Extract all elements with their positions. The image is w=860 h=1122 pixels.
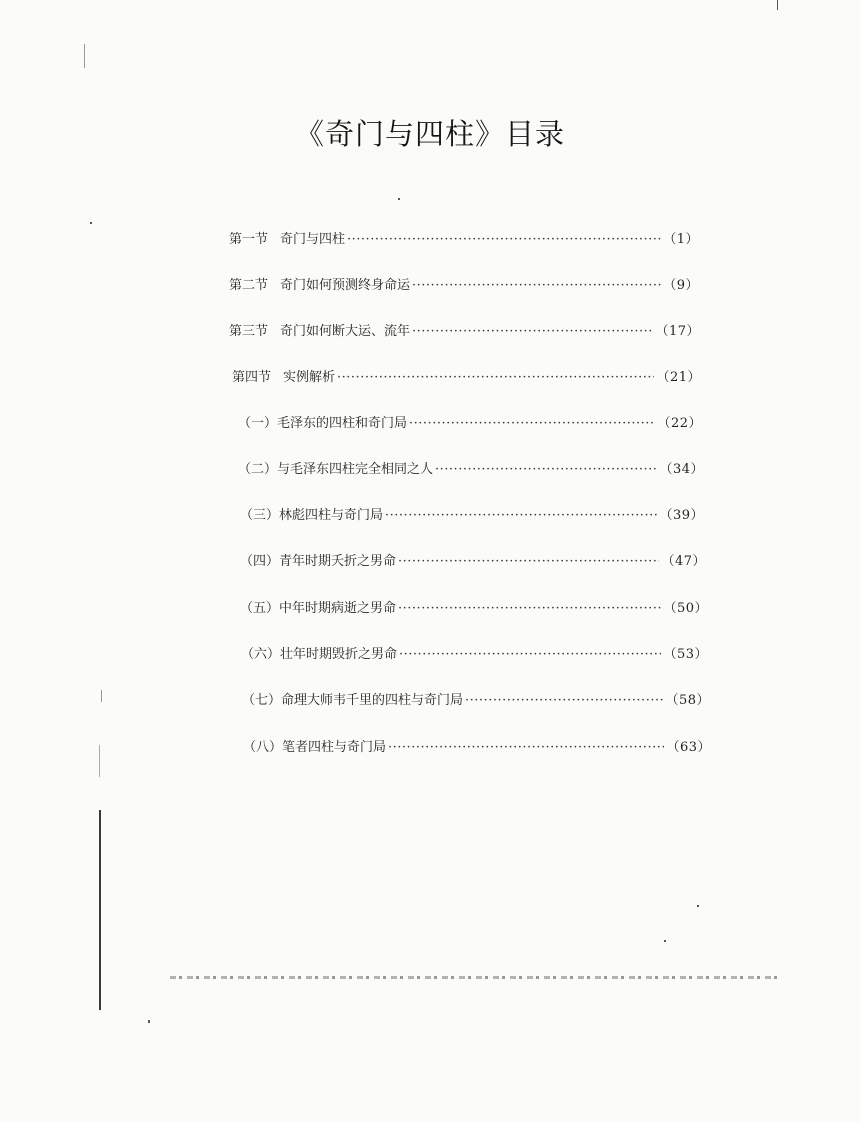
toc-entry-title: 奇门与四柱 xyxy=(280,232,346,247)
toc-entry-page: （39） xyxy=(659,508,704,523)
toc-entry-number: （四） xyxy=(240,554,280,569)
toc-entry-number: （一） xyxy=(238,416,278,431)
toc-leader-dots xyxy=(347,232,661,247)
toc-leader-dots xyxy=(398,601,661,616)
scan-mark xyxy=(101,690,102,702)
toc-subentry xyxy=(240,550,706,570)
toc-entry-page: （1） xyxy=(663,232,699,247)
toc-entry-number: （二） xyxy=(238,462,278,477)
scan-edge-line xyxy=(99,810,101,1010)
toc-entry-title: 壮年时期毁折之男命 xyxy=(280,647,398,662)
toc-entry-page: （50） xyxy=(663,601,708,616)
scan-mark xyxy=(777,0,778,10)
toc-entry-page: （58） xyxy=(665,693,710,708)
scan-mark xyxy=(99,745,100,777)
toc-subentry xyxy=(242,689,710,709)
toc-entry xyxy=(229,274,699,294)
toc-entry-title: 笔者四柱与奇门局 xyxy=(282,740,387,755)
toc-entry-number: 第一节 xyxy=(229,232,269,247)
toc-entry-title: 毛泽东的四柱和奇门局 xyxy=(277,416,408,431)
toc-entry-number: （八） xyxy=(243,740,283,755)
toc-entry xyxy=(229,228,699,248)
toc-entry-title: 奇门如何预测终身命运 xyxy=(280,278,411,293)
toc-entry-title: 中年时期病逝之男命 xyxy=(279,601,397,616)
scan-noise-line xyxy=(170,976,778,979)
toc-leader-dots xyxy=(385,508,657,523)
toc-entry-number: （七） xyxy=(242,693,282,708)
toc-entry-page: （47） xyxy=(661,554,706,569)
toc-leader-dots xyxy=(337,370,654,385)
toc-leader-dots xyxy=(412,278,661,293)
toc-entry-page: （63） xyxy=(666,740,711,755)
toc-entry-title: 青年时期夭折之男命 xyxy=(279,554,397,569)
toc-subentry xyxy=(238,458,704,478)
toc-leader-dots xyxy=(412,324,653,339)
toc-subentry xyxy=(241,643,708,663)
toc-entry-title: 实例解析 xyxy=(283,370,336,385)
toc-subentry xyxy=(243,736,711,756)
toc-entry-page: （17） xyxy=(655,324,700,339)
toc-entry xyxy=(229,320,700,340)
toc-entry-page: （22） xyxy=(657,416,702,431)
toc-subentry xyxy=(240,597,708,617)
toc-leader-dots xyxy=(399,647,661,662)
scan-mark xyxy=(90,222,92,224)
toc-entry-page: （9） xyxy=(663,278,699,293)
toc-entry-title: 与毛泽东四柱完全相同之人 xyxy=(277,462,434,477)
toc-leader-dots xyxy=(398,554,659,569)
toc-subentry xyxy=(240,504,704,524)
toc-entry-title: 林彪四柱与奇门局 xyxy=(279,508,384,523)
toc-leader-dots xyxy=(435,462,657,477)
toc-entry xyxy=(232,366,701,386)
toc-subentry xyxy=(238,412,702,432)
toc-entry-number: （三） xyxy=(240,508,280,523)
toc-entry-page: （34） xyxy=(659,462,704,477)
toc-entry-number: （五） xyxy=(240,601,280,616)
scan-mark xyxy=(84,44,85,68)
toc-entry-page: （53） xyxy=(663,647,708,662)
toc-leader-dots xyxy=(465,693,663,708)
toc-entry-page: （21） xyxy=(656,370,701,385)
toc-entry-title: 命理大师韦千里的四柱与奇门局 xyxy=(281,693,464,708)
toc-entry-title: 奇门如何断大运、流年 xyxy=(280,324,411,339)
toc-leader-dots xyxy=(409,416,655,431)
page-title: 《奇门与四柱》目录 xyxy=(294,117,565,151)
scan-mark xyxy=(664,940,666,942)
toc-entry-number: 第四节 xyxy=(232,370,272,385)
toc-leader-dots xyxy=(388,740,664,755)
scan-mark xyxy=(697,905,699,907)
scan-mark xyxy=(398,198,400,200)
toc-entry-number: （六） xyxy=(241,647,281,662)
scan-mark xyxy=(148,1020,150,1023)
toc-entry-number: 第二节 xyxy=(229,278,269,293)
toc-entry-number: 第三节 xyxy=(229,324,269,339)
